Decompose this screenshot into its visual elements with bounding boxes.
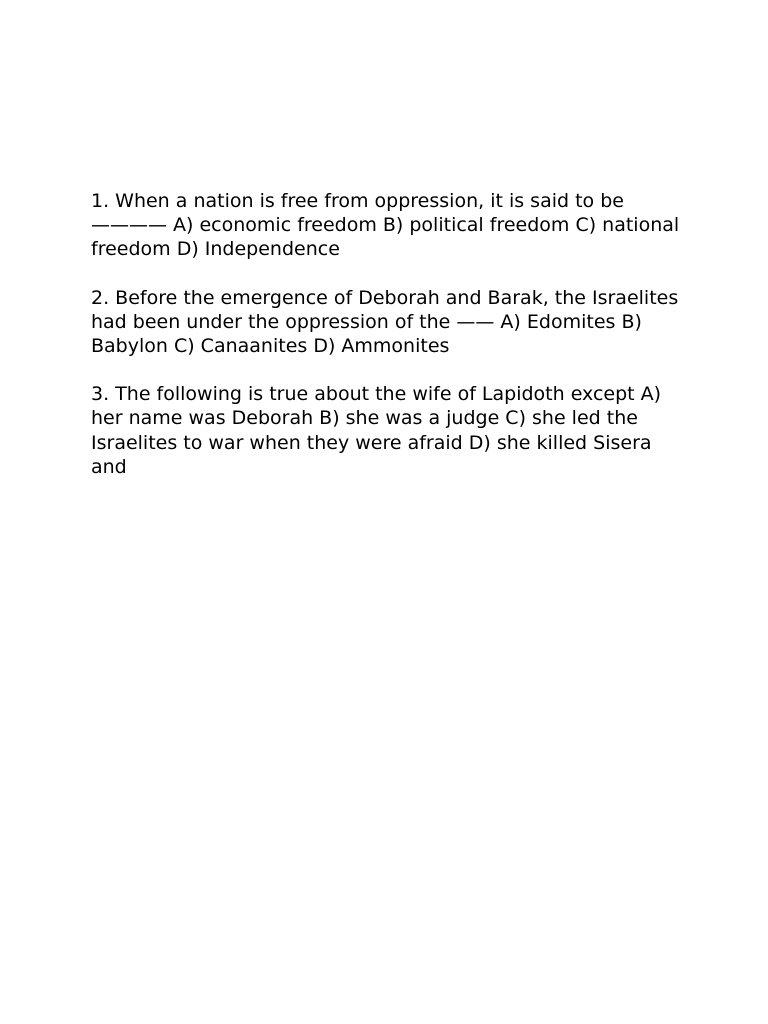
question-1: 1. When a nation is free from oppression, it is said to be ———— A) economic freedom B) political freedom C) national freedom D) Independence — [91, 190, 680, 261]
question-list — [91, 189, 691, 503]
question-3: 3. The following is true about the wife of Lapidoth except A) her name was Deborah B) she was a judge C) she led the Israelites to war when they were afraid D) she killed Sisera and — [91, 383, 662, 478]
question-2: 2. Before the emergence of Deborah and Barak, the Israelites had been under the oppression of the —— A) Edomites B) Babylon C) Canaanites D) Ammonites — [91, 286, 679, 358]
